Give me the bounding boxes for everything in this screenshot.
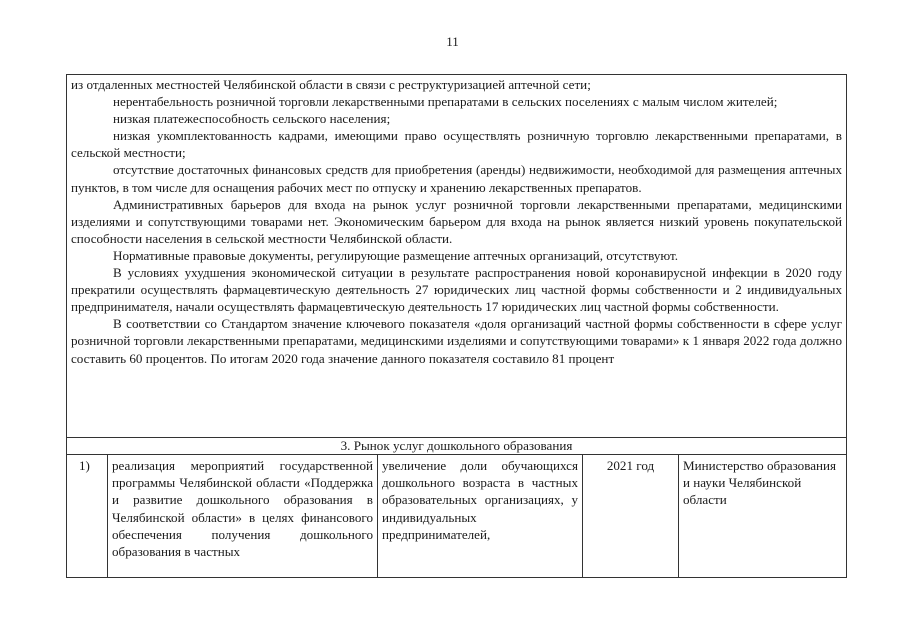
paragraph-4: низкая укомплектованность кадрами, имеющими право осуществлять розничную торговлю лекарственными препаратами, в сельской местности;	[71, 128, 842, 161]
paragraph-3: низкая платежеспособность сельского населения;	[113, 111, 391, 127]
measure-cell: реализация мероприятий государственной программы Челябинской области «Поддержка и развитие дошкольного образования в Челябинской области» в целях финансового обеспечения получения дошкольного образования в частных	[107, 455, 377, 577]
section-title: 3. Рынок услуг дошкольного образования	[67, 437, 846, 455]
deadline-cell: 2021 год	[582, 455, 678, 577]
paragraph-2: нерентабельность розничной торговли лекарственными препаратами в сельских поселениях с малым числом жителей;	[113, 94, 778, 110]
page-number: 11	[446, 34, 459, 49]
paragraph-6: Административных барьеров для входа на рынок услуг розничной торговли лекарственными препаратами, медицинскими изделиями и сопутствующими товарами нет. Экономическим барьером для входа на рынок является низкий уровень покупательской способности населения в сельской местности Челябинской области.	[71, 196, 842, 246]
paragraph-8: В условиях ухудшения экономической ситуации в результате распространения новой коронавирусной инфекции в 2020 году прекратили осуществлять фармацевтическую деятельность 27 юридических лиц частной формы собственности и 2 индивидуальных предпринимателя, начали осуществлять фармацевтическую деятельность 17 юридических лиц частной формы собственности.	[71, 265, 842, 315]
paragraph-5: отсутствие достаточных финансовых средств для приобретения (аренды) недвижимости, необходимой для размещения аптечных пунктов, в том числе для оснащения рабочих мест по отпуску и хранению лекарственных препаратов.	[71, 162, 842, 195]
body-text	[67, 75, 846, 437]
document-frame	[66, 74, 847, 578]
responsible-cell: Министерство образования и науки Челябинской области	[678, 455, 846, 577]
paragraph-9: В соответствии со Стандартом значение ключевого показателя «доля организаций частной формы собственности в сфере услуг розничной торговли лекарственными препаратами, медицинскими изделиями и сопутствующими товарами» к 1 января 2022 года должно составить 60 процентов. По итогам 2020 года значение данного показателя составило 81 процент	[71, 316, 842, 366]
paragraph-7: Нормативные правовые документы, регулирующие размещение аптечных организаций, отсутствуют.	[113, 247, 679, 263]
result-cell: увеличение доли обучающихся дошкольного возраста в частных образовательных организациях, у индивидуальных предпринимателей,	[377, 455, 582, 577]
paragraph-1: из отдаленных местностей Челябинской области в связи с реструктуризацией аптечной сети;	[71, 77, 591, 92]
row-number: 1)	[79, 458, 90, 473]
table-row	[67, 455, 846, 577]
